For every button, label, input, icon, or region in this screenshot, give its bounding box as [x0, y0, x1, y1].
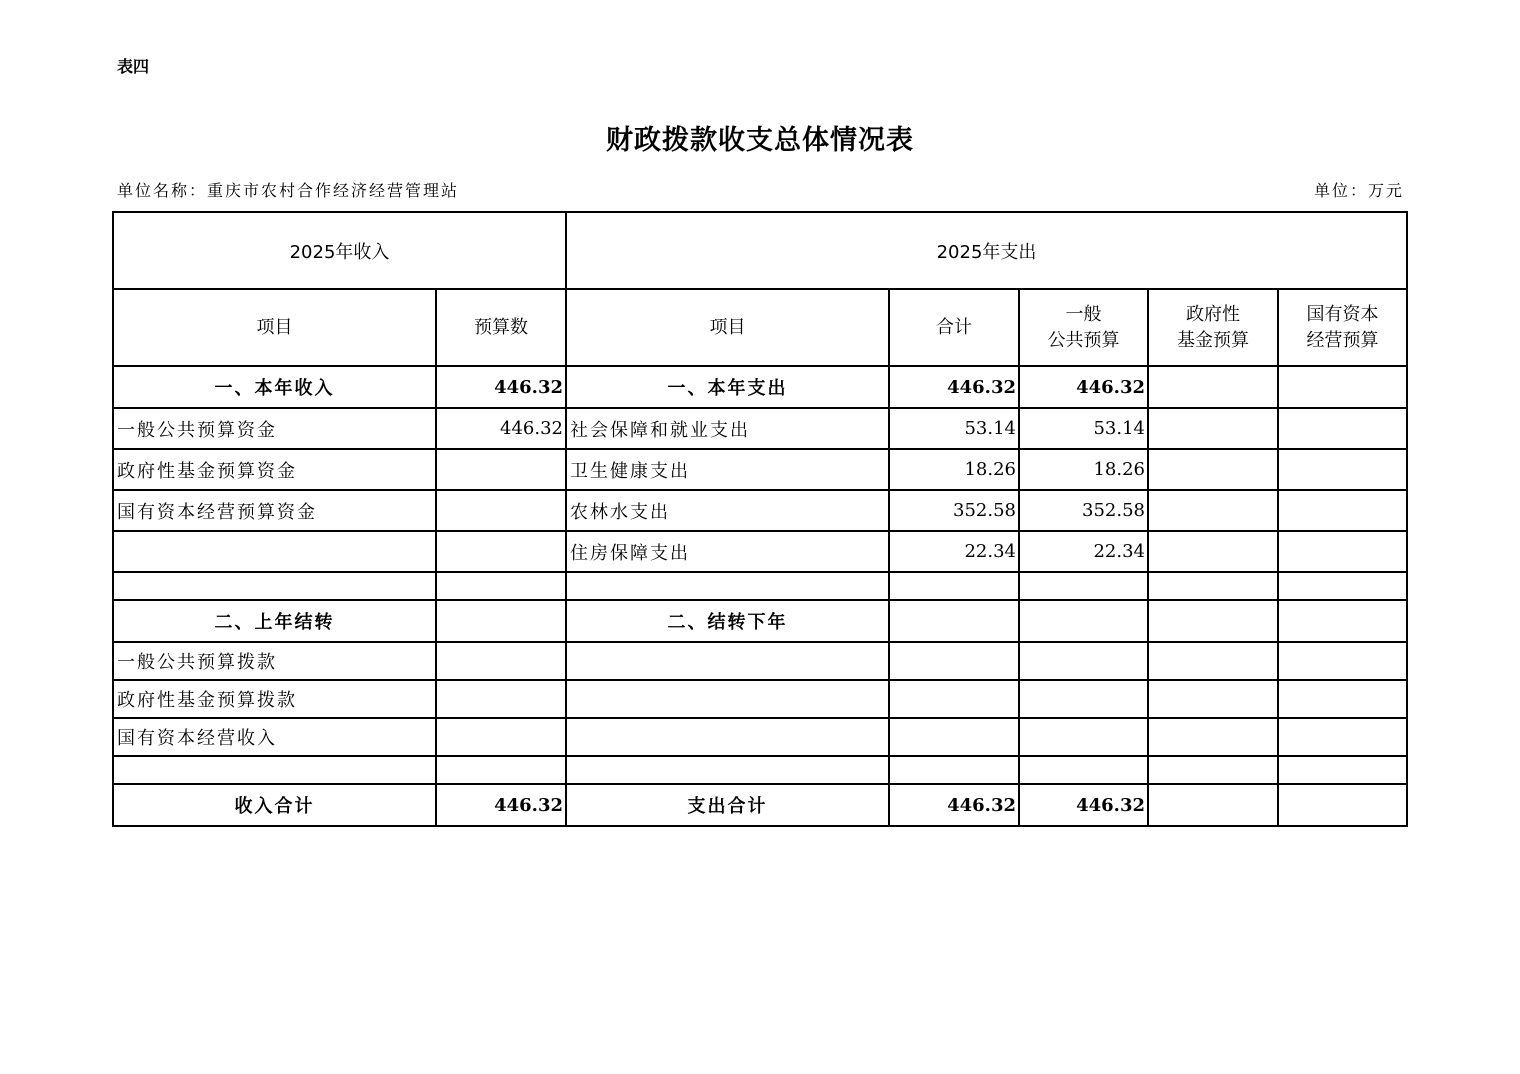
table-row: [113, 600, 1407, 642]
table-cell: [1278, 680, 1407, 718]
table-cell: [436, 680, 566, 718]
table-cell: [113, 531, 436, 572]
table-cell: [1278, 642, 1407, 680]
table-cell: [436, 531, 566, 572]
table-row: [113, 572, 1407, 600]
expense-item-total: 22.34: [889, 531, 1019, 572]
currency-unit: 单位：万元: [1313, 181, 1404, 200]
expense-item-total: 352.58: [889, 490, 1019, 531]
state-capital-header: [1278, 289, 1407, 366]
table-cell: [113, 572, 436, 600]
table-cell: [436, 756, 566, 784]
table-cell: [436, 718, 566, 756]
expense-item-general: 53.14: [1019, 408, 1148, 449]
table-cell: [436, 642, 566, 680]
total-row: [113, 784, 1407, 826]
expense-carry-label: 二、结转下年: [566, 600, 889, 642]
table-cell: [1148, 600, 1278, 642]
expense-item-general: 18.26: [1019, 449, 1148, 490]
table-cell: [1148, 642, 1278, 680]
expense-item-label: 卫生健康支出: [566, 449, 889, 490]
column-header-row: [113, 289, 1407, 366]
table-cell: [1278, 756, 1407, 784]
table-cell: [1278, 366, 1407, 408]
table-cell: [1019, 718, 1148, 756]
income-state-label: 国有资本经营预算资金: [113, 490, 436, 531]
expense-item-label: 社会保障和就业支出: [566, 408, 889, 449]
table-cell: [1148, 449, 1278, 490]
expense-current-general: 446.32: [1019, 366, 1148, 408]
table-cell: [1148, 408, 1278, 449]
table-row: [113, 449, 1407, 490]
income-current-label: 一、本年收入: [113, 366, 436, 408]
table-row: [113, 718, 1407, 756]
expense-item-general: 22.34: [1019, 531, 1148, 572]
income-total-label: 收入合计: [113, 784, 436, 826]
table-row: [113, 490, 1407, 531]
table-cell: [1278, 449, 1407, 490]
general-budget-header: [1019, 289, 1148, 366]
expense-total-value: 446.32: [889, 784, 1019, 826]
table-cell: [436, 449, 566, 490]
table-row: [113, 680, 1407, 718]
table-cell: [889, 756, 1019, 784]
total-header: 合计: [889, 289, 1019, 366]
income-fund-label: 政府性基金预算资金: [113, 449, 436, 490]
state-capital-header-line1: 国有资本: [1306, 303, 1379, 325]
income-total-value: 446.32: [436, 784, 566, 826]
carry-state-label: 国有资本经营收入: [113, 718, 436, 756]
table-cell: [1278, 408, 1407, 449]
table-cell: [1278, 490, 1407, 531]
fund-budget-header-line1: 政府性: [1186, 303, 1240, 325]
table-cell: [566, 642, 889, 680]
table-cell: [566, 680, 889, 718]
expense-item-label: 住房保障支出: [566, 531, 889, 572]
income-general-value: 446.32: [436, 408, 566, 449]
expense-item-total: 53.14: [889, 408, 1019, 449]
table-cell: [889, 572, 1019, 600]
table-cell: [436, 600, 566, 642]
expense-total-general: 446.32: [1019, 784, 1148, 826]
table-cell: [436, 572, 566, 600]
table-cell: [566, 718, 889, 756]
table-cell: [889, 718, 1019, 756]
table-cell: [1148, 784, 1278, 826]
table-row: [113, 408, 1407, 449]
income-carry-label: 二、上年结转: [113, 600, 436, 642]
table-row: [113, 756, 1407, 784]
section-header-row: [113, 212, 1407, 289]
general-budget-header-line1: 一般: [1065, 303, 1102, 325]
carry-fund-label: 政府性基金预算拨款: [113, 680, 436, 718]
table-cell: [1148, 531, 1278, 572]
table-cell: [1019, 572, 1148, 600]
table-cell: [1278, 718, 1407, 756]
table-cell: [889, 600, 1019, 642]
table-cell: [1148, 718, 1278, 756]
table-cell: [889, 680, 1019, 718]
table-cell: [436, 490, 566, 531]
table-row: [113, 366, 1407, 408]
table-cell: [1148, 490, 1278, 531]
table-cell: [1278, 600, 1407, 642]
table-cell: [1019, 600, 1148, 642]
table-cell: [1148, 366, 1278, 408]
expense-item-total: 18.26: [889, 449, 1019, 490]
fiscal-report-table: [112, 211, 1408, 827]
table-cell: [1019, 756, 1148, 784]
table-cell: [566, 572, 889, 600]
expense-current-total: 446.32: [889, 366, 1019, 408]
table-cell: [1019, 642, 1148, 680]
income-current-value: 446.32: [436, 366, 566, 408]
table-row: [113, 642, 1407, 680]
income-budget-header: 预算数: [436, 289, 566, 366]
income-item-header: 项目: [113, 289, 436, 366]
general-budget-header-line2: 公共预算: [1047, 329, 1120, 351]
table-number: 表四: [117, 57, 150, 76]
expense-current-label: 一、本年支出: [566, 366, 889, 408]
expense-total-label: 支出合计: [566, 784, 889, 826]
expense-item-header: 项目: [566, 289, 889, 366]
table-cell: [1278, 784, 1407, 826]
page-title: 财政拨款收支总体情况表: [606, 125, 914, 156]
income-general-label: 一般公共预算资金: [113, 408, 436, 449]
table-cell: [889, 642, 1019, 680]
state-capital-header-line2: 经营预算: [1306, 329, 1379, 351]
table-cell: [566, 756, 889, 784]
expense-item-label: 农林水支出: [566, 490, 889, 531]
table-cell: [1278, 572, 1407, 600]
table-cell: [1148, 572, 1278, 600]
table-cell: [1278, 531, 1407, 572]
fund-budget-header-line2: 基金预算: [1177, 329, 1249, 351]
table-cell: [113, 756, 436, 784]
carry-general-label: 一般公共预算拨款: [113, 642, 436, 680]
table-cell: [1148, 756, 1278, 784]
income-section-header: 2025年收入: [113, 212, 566, 289]
expense-item-general: 352.58: [1019, 490, 1148, 531]
unit-name: 单位名称：重庆市农村合作经济经营管理站: [117, 181, 460, 200]
table-cell: [1019, 680, 1148, 718]
fund-budget-header: [1148, 289, 1278, 366]
table-row: [113, 531, 1407, 572]
expense-section-header: 2025年支出: [566, 212, 1407, 289]
table-cell: [1148, 680, 1278, 718]
